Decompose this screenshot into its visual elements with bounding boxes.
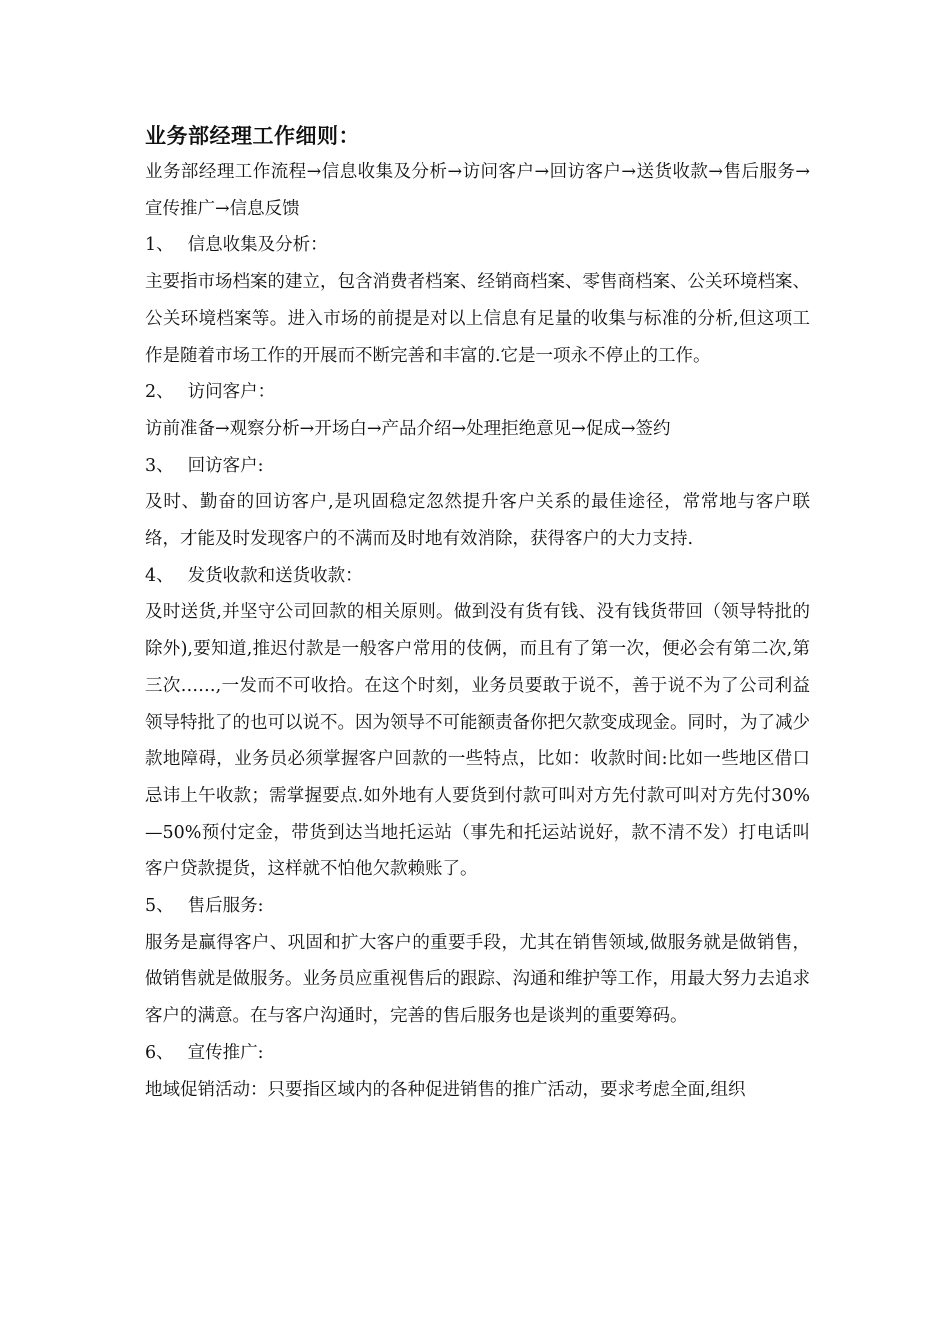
section-1-body: 主要指市场档案的建立，包含消费者档案、经销商档案、零售商档案、公关环境档案、公关环境档案等。进入市场的前提是对以上信息有足量的收集与标准的分析,但这项工作是随着市场工作的开展而不断完善和丰富的.它是一项永不停止的工作。	[145, 272, 810, 366]
section-title: 访问客户：	[187, 382, 276, 403]
workflow-paragraph: 业务部经理工作流程→信息收集及分析→访问客户→回访客户→送货收款→售后服务→宣传推广→信息反馈	[145, 162, 810, 219]
section-number: 6、	[145, 1042, 174, 1063]
document-title: 业务部经理工作细则：	[145, 124, 360, 148]
section-number: 1、	[145, 235, 174, 256]
section-number: 2、	[145, 382, 174, 403]
section-title: 售后服务:	[187, 896, 264, 917]
section-5-heading	[145, 888, 810, 925]
document-body	[145, 118, 810, 1108]
section-3-heading	[145, 448, 810, 485]
section-6-heading	[145, 1035, 810, 1072]
section-number: 3、	[145, 455, 174, 476]
section-title: 回访客户:	[187, 455, 264, 476]
section-number: 5、	[145, 896, 174, 917]
section-4-body: 及时送货,并坚守公司回款的相关原则。做到没有货有钱、没有钱货带回（领导特批的除外),要知道,推迟付款是一般客户常用的伎俩，而且有了第一次，便必会有第二次,第三次……,一发而不可收拾。在这个时刻，业务员要敢于说不，善于说不为了公司利益领导特批了的也可以说不。因为领导不可能额责备你把欠款变成现金。同时，为了减少款地障碍，业务员必须掌握客户回款的一些特点，比如：收款时间:比如一些地区借口忌讳上午收款；需掌握要点.如外地有人要货到付款可叫对方先付款可叫对方先付30%—50%预付定金，带货到达当地托运站（事先和托运站说好，款不清不发）打电话叫客户贷款提货，这样就不怕他欠款赖账了。	[145, 602, 810, 880]
section-5-body: 服务是赢得客户、巩固和扩大客户的重要手段，尤其在销售领域,做服务就是做销售，做销售就是做服务。业务员应重视售后的跟踪、沟通和维护等工作，用最大努力去追求客户的满意。在与客户沟通时，完善的售后服务也是谈判的重要筹码。	[145, 932, 810, 1027]
section-4-heading	[145, 558, 810, 595]
section-3-body: 及时、勤奋的回访客户,是巩固稳定忽然提升客户关系的最佳途径，常常地与客户联络，才能及时发现客户的不满而及时地有效消除，获得客户的大力支持.	[145, 492, 810, 550]
section-title: 宣传推广:	[187, 1042, 264, 1063]
section-title: 信息收集及分析：	[187, 235, 328, 256]
section-number: 4、	[145, 565, 174, 586]
section-6-body: 地域促销活动：只要指区域内的各种促进销售的推广活动，要求考虑全面,组织	[145, 1079, 746, 1100]
section-1-heading	[145, 227, 810, 264]
section-title: 发货收款和送货收款：	[187, 565, 363, 586]
section-2-heading	[145, 374, 810, 411]
section-2-body: 访前准备→观察分析→开场白→产品介绍→处理拒绝意见→促成→签约	[145, 418, 671, 439]
